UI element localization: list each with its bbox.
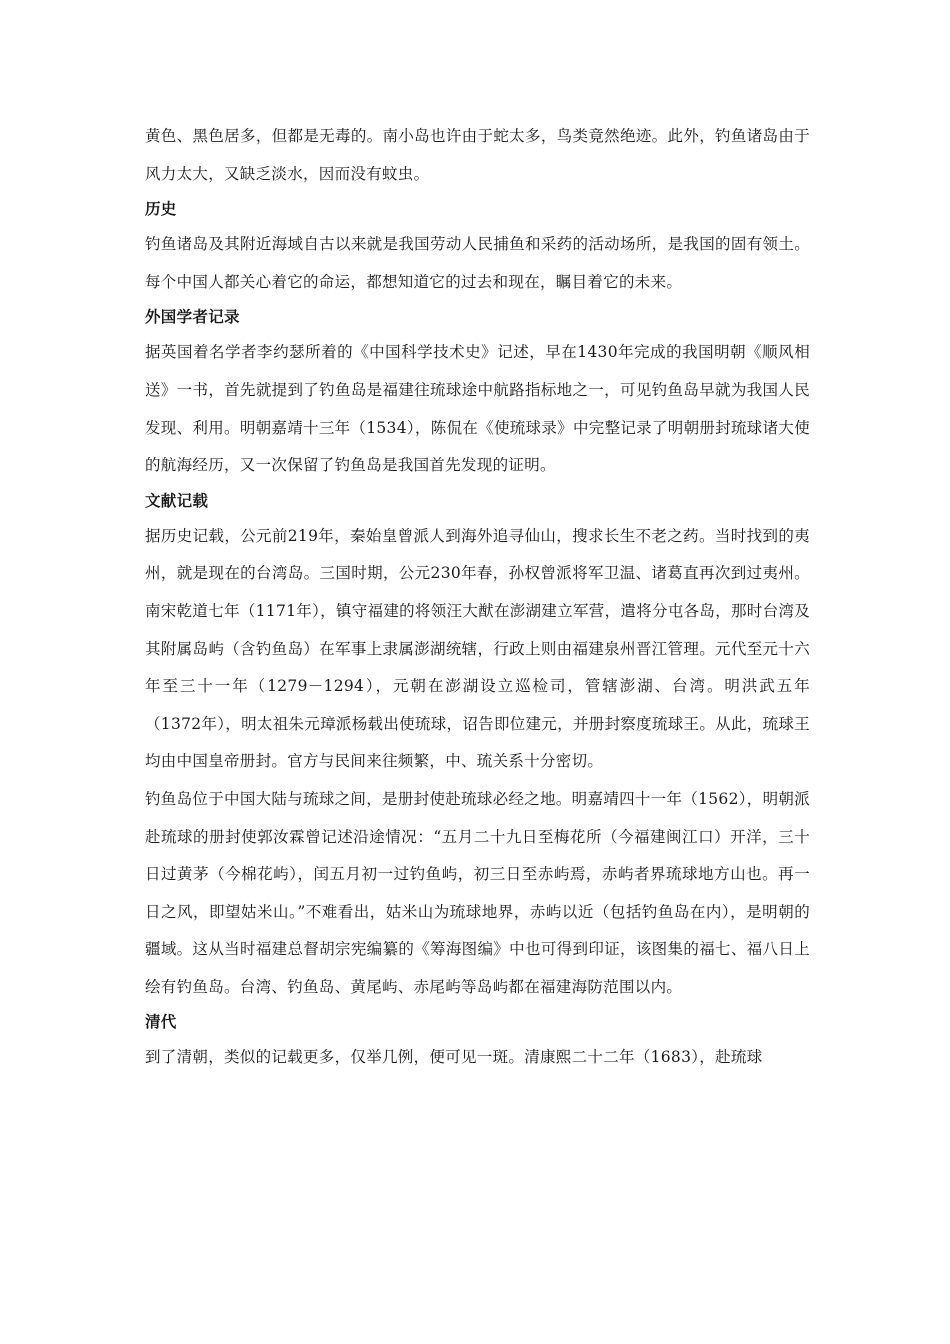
paragraph-ming-envoy: 钓鱼岛位于中国大陆与琉球之间，是册封使赴琉球必经之地。明嘉靖四十一年（1562），明朝派赴琉球的册封使郭汝霖曾记述沿途情况：“五月二十九日至梅花所（今福建闽江口）开洋，三十日过黄茅（今棉花屿），闰五月初一过钓鱼屿，初三日至赤屿焉，赤屿者界琉球地方山也。再一日之风，即望姑米山。”不难看出，姑米山为琉球地界，赤屿以近（包括钓鱼岛在内），是明朝的疆域。这从当时福建总督胡宗宪编纂的《筹海图编》中也可得到印证，该图集的福七、福八日上绘有钓鱼岛。台湾、钓鱼岛、黄尾屿、赤尾屿等岛屿都在福建海防范围以内。	[145, 789, 810, 996]
paragraph-literature-records: 据历史记载，公元前219年，秦始皇曾派人到海外追寻仙山，搜求长生不老之药。当时找到的夷州，就是现在的台湾岛。三国时期，公元230年春，孙权曾派将军卫温、诸葛直再次到过夷州。南宋乾道七年（1171年），镇守福建的将领汪大猷在澎湖建立军营，遣将分屯各岛，那时台湾及其附属岛屿（含钓鱼岛）在军事上隶属澎湖统辖，行政上则由福建泉州晋江管理。元代至元十六年至三十一年（1279－1294），元朝在澎湖设立巡检司，管辖澎湖、台湾。明洪武五年（1372年），明太祖朱元璋派杨载出使琉球，诏告即位建元，并册封察度琉球王。从此，琉球王均由中国皇帝册封。官方与民间来往频繁，中、琉关系十分密切。	[145, 526, 810, 771]
paragraph-island-fauna: 黄色、黑色居多，但都是无毒的。南小岛也许由于蛇太多，鸟类竟然绝迹。此外，钓鱼诸岛由于风力太大，又缺乏淡水，因而没有蚊虫。	[145, 127, 810, 183]
heading-literature-records: 文献记载	[145, 491, 209, 510]
paragraph-foreign-scholars: 据英国着名学者李约瑟所着的《中国科学技术史》记述，早在1430年完成的我国明朝《顺风相送》一书，首先就提到了钓鱼岛是福建往琉球途中航路指标地之一，可见钓鱼岛早就为我国人民发现、利用。明朝嘉靖十三年（1534），陈侃在《使琉球录》中完整记录了明朝册封琉球诸大使的航海经历，又一次保留了钓鱼岛是我国首先发现的证明。	[145, 343, 810, 475]
document-body	[145, 118, 810, 1077]
paragraph-history: 钓鱼诸岛及其附近海域自古以来就是我国劳动人民捕鱼和采药的活动场所，是我国的固有领土。每个中国人都关心着它的命运，都想知道它的过去和现在，瞩目着它的未来。	[145, 235, 810, 291]
heading-foreign-scholars: 外国学者记录	[145, 308, 240, 327]
paragraph-qing-dynasty: 到了清朝，类似的记载更多，仅举几例，便可见一斑。清康熙二十二年（1683），赴琉球	[145, 1048, 763, 1067]
heading-qing-dynasty: 清代	[145, 1013, 177, 1032]
heading-history: 历史	[145, 200, 177, 219]
